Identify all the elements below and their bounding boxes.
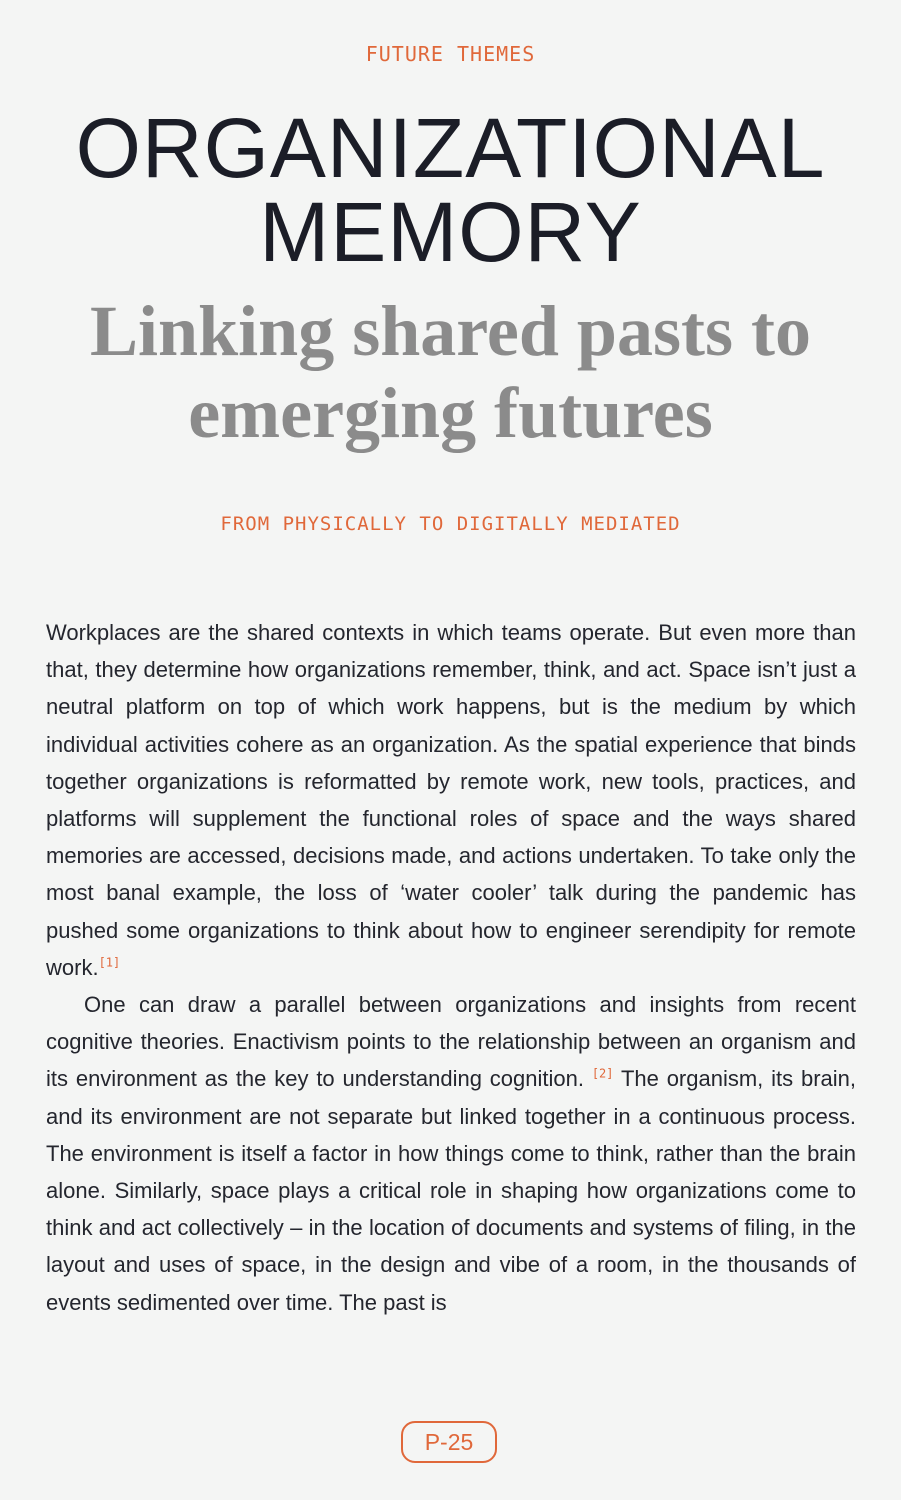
article-body	[46, 614, 856, 1404]
paragraph-2	[46, 986, 856, 1321]
paragraph-1	[46, 614, 856, 986]
page-subtitle	[0, 290, 901, 454]
paragraph-2-text-b: The organism, its brain, and its environment are not separate but linked together in a continuous process. The environment is itself a factor in how things come to think, rather than the brain alone. Similarly, space plays a critical role in shaping how organizations come to think and act collectively – in the location of documents and systems of filing, in the layout and uses of space, in the design and vibe of a room, in the thousands of events sedimented over time. The past is	[46, 1066, 856, 1315]
footnote-ref-1[interactable]: [1]	[98, 955, 121, 970]
paragraph-1-text: Workplaces are the shared contexts in which teams operate. But even more than that, they determine how organizations remember, think, and act. Space isn’t just a neutral platform on top of which work happens, but is the medium by which individual activities cohere as an organization. As the spatial experience that binds together organizations is reformatted by remote work, new tools, practices, and platforms will supplement the functional roles of space and the ways shared memories are accessed, decisions made, and actions undertaken. To take only the most banal example, the loss of ‘water cooler’ talk during the pandemic has pushed some organizations to think about how to engineer serendipity for remote work.	[46, 620, 856, 980]
footnote-ref-2[interactable]: [2]	[591, 1067, 614, 1082]
section-label: FROM PHYSICALLY TO DIGITALLY MEDIATED	[220, 513, 681, 535]
page-title-line-2: MEMORY	[259, 185, 642, 279]
paragraph-2-text-a: One can draw a parallel between organizations and insights from recent cognitive theories. Enactivism points to the relationship between an organism and its environment as the key to understanding cognition.	[46, 992, 856, 1092]
page-subtitle-line-1: Linking shared pasts to	[90, 291, 811, 371]
page-title	[0, 101, 901, 279]
page-subtitle-line-2: emerging futures	[188, 373, 713, 453]
page-number-badge: P-25	[401, 1421, 497, 1463]
section-kicker: FUTURE THEMES	[365, 42, 536, 66]
page-title-line-1: ORGANIZATIONAL	[75, 101, 826, 195]
